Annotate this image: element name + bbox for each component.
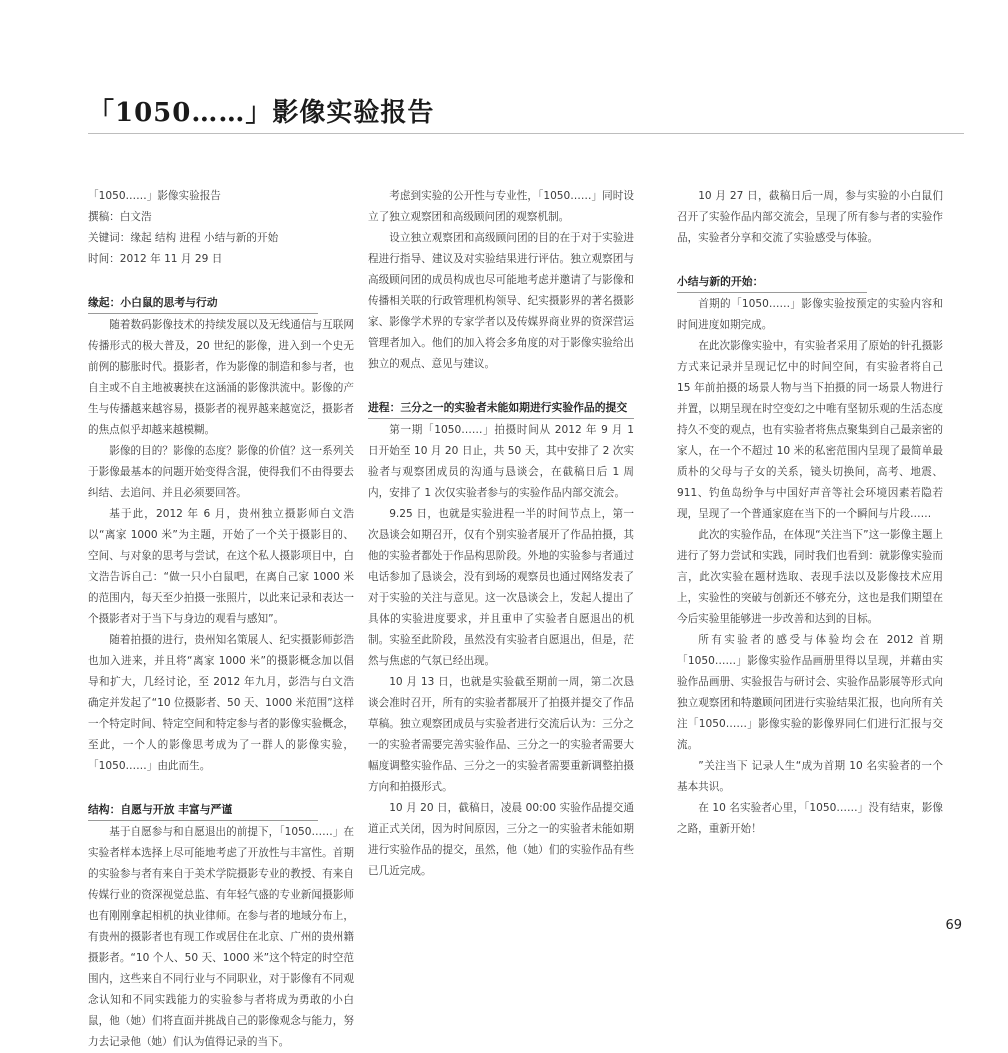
paragraph: 在此次影像实验中，有实验者采用了原始的针孔摄影方式来记录并呈现记忆中的时间空间，有实验者将自己 15 年前拍摄的场景人物与当下拍摄的同一场景人物进行并置，以期呈现在时空变幻之中唯有坚韧乐观的生活态度持久不变的观点，也有实验者将焦点聚集到自己最亲密的家人，在一个不超过 10 米的私密范围内呈现了最简单最质朴的父母与子女的关系，镜头切换间，高考、地震、911、钓鱼岛纷争与中国好声音等社会环境因素若隐若现，呈现了一个普通家庭在当下的一个瞬间与片段……	[677, 340, 943, 520]
meta-keywords: 关键词：缘起 结构 进程 小结与新的开始	[88, 232, 279, 244]
meta-author: 撰稿：白文浩	[88, 211, 152, 223]
paragraph: ”关注当下 记录人生“成为首期 10 名实验者的一个基本共识。	[677, 760, 943, 793]
column-2	[368, 186, 634, 882]
section-heading-summary: 小结与新的开始：	[677, 272, 867, 293]
paragraph: 基于自愿参与和自愿退出的前提下，「1050……」在实验者样本选择上尽可能地考虑了开放性与丰富性。首期的实验参与者有来自于美术学院摄影专业的教授、有来自传媒行业的资深视觉总监、有年轻气盛的专业新闻摄影师也有刚刚拿起相机的执业律师。在参与者的地域分布上，有贵州的摄影者也有现工作或居住在北京、广州的贵州籍摄影者。“10 个人、50 天、1000 米”这个特定的时空范围内，这些来自不同行业与不同职业，对于影像有不同观念认知和不同实践能力的实验参与者将成为勇敢的小白鼠，他（她）们将直面并挑战自己的影像观念与能力，努力去记录他（她）们认为值得记录的当下。	[88, 826, 354, 1048]
paragraph: 设立独立观察团和高级顾问团的目的在于对于实验进程进行指导、建议及对实验结果进行评估。独立观察团与高级顾问团的成员构成也尽可能地考虑并邀请了与影像和传播相关联的行政管理机构领导、纪实摄影界的著名摄影家、影像学术界的专家学者以及传媒界商业界的资深营运管理者加入。他们的加入将会多角度的对于影像实验给出独立的观点、意见与建议。	[368, 232, 634, 370]
paragraph: 此次的实验作品，在体现“关注当下”这一影像主题上进行了努力尝试和实践，同时我们也看到：就影像实验而言，此次实验在题材选取、表现手法以及影像技术应用上，实验性的突破与创新还不够充分，这也是我们期望在今后实验里能够进一步改善和达到的目标。	[677, 529, 943, 625]
column-1	[88, 186, 354, 1053]
spacer	[88, 777, 354, 791]
paragraph: 基于此，2012 年 6 月，贵州独立摄影师白文浩以“离家 1000 米”为主题，开始了一个关于摄影目的、空间、与对象的思考与尝试，在这个私人摄影项目中，白文浩告诉自己：“做一只小白鼠吧，在离自己家 1000 米的范围内，每天至少拍摄一张照片，以此来记录和表达一个摄影者对于当下与身边的观看与感知”。	[88, 508, 354, 625]
paragraph: 所有实验者的感受与体验均会在 2012 首期「1050……」影像实验作品画册里得以呈现，并藉由实验作品画册、实验报告与研讨会、实验作品影展等形式向独立观察团和特邀顾问团进行实验结果汇报，也向所有关注「1050……」影像实验的影像界同仁们进行汇报与交流。	[677, 634, 943, 751]
page-number: 69	[945, 918, 962, 933]
meta-title: 「1050……」影像实验报告	[88, 190, 221, 202]
section-heading-process: 进程：三分之一的实验者未能如期进行实验作品的提交	[368, 398, 634, 419]
meta-date: 时间：2012 年 11 月 29 日	[88, 253, 223, 265]
paragraph: 10 月 20 日，截稿日，凌晨 00:00 实验作品提交通道正式关闭，因为时间原因，三分之一的实验者未能如期进行实验作品的提交，虽然，他（她）们的实验作品有些已几近完成。	[368, 802, 634, 877]
paragraph: 随着数码影像技术的持续发展以及无线通信与互联网传播形式的极大普及，20 世纪的影像，进入到一个史无前例的膨胀时代。摄影者，作为影像的制造和参与者，也自主或不自主地被裹挟在这涵涌的影像洪流中。影像的产生与传播越来越容易，摄影者的视界越来越宽泛，摄影者的焦点似乎却越来越模糊。	[88, 319, 354, 436]
section-heading-origin: 缘起：小白鼠的思考与行动	[88, 293, 318, 314]
paragraph: 随着拍摄的进行，贵州知名策展人、纪实摄影师彭浩也加入进来，并且将“离家 1000 米”的摄影概念加以倡导和扩大，几经讨论，至 2012 年九月，彭浩与白文浩确定并发起了“10 位摄影者、50 天、1000 米范围”这样一个特定时间、特定空间和特定参与者的影像实验概念，至此，一个人的影像思考成为了一群人的影像实验，「1050……」由此而生。	[88, 634, 354, 772]
paragraph: 影像的目的？影像的态度？影像的价值？这一系列关于影像最基本的问题开始变得含混，使得我们不由得要去纠结、去追问、并且必须要回答。	[88, 445, 354, 499]
spacer	[88, 270, 354, 284]
article-meta	[88, 186, 354, 270]
title-divider	[88, 133, 964, 134]
spacer	[677, 249, 943, 263]
column-3	[677, 186, 943, 840]
page-title: 「1050……」影像实验报告	[88, 98, 435, 128]
paragraph: 10 月 27 日，截稿日后一周，参与实验的小白鼠们召开了实验作品内部交流会，呈现了所有参与者的实验作品，实验者分享和交流了实验感受与体验。	[677, 190, 943, 244]
paragraph: 10 月 13 日，也就是实验截至期前一周，第二次恳谈会准时召开，所有的实验者都展开了拍摄并提交了作品草稿。独立观察团成员与实验者进行交流后认为：三分之一的实验者需要完善实验作品、三分之一的实验者需要大幅度调整实验作品、三分之一的实验者需要重新调整拍摄方向和拍摄形式。	[368, 676, 634, 793]
section-heading-structure: 结构：自愿与开放 丰富与严谨	[88, 800, 318, 821]
paragraph: 第一期「1050……」拍摄时间从 2012 年 9 月 1 日开始至 10 月 20 日止，共 50 天，其中安排了 2 次实验者与观察团成员的沟通与恳谈会，在截稿日后 1 周内，安排了 1 次仅实验者参与的实验作品内部交流会。	[368, 424, 634, 499]
paragraph: 9.25 日，也就是实验进程一半的时间节点上，第一次恳谈会如期召开，仅有个别实验者展开了作品拍摄，其他的实验者都处于作品构思阶段。外地的实验参与者通过电话参加了恳谈会，没有到场的观察员也通过网络发表了对于实验的关注与意见。这一次恳谈会上，发起人提出了具体的实验进度要求，并且重申了实验者自愿退出的机制。实验至此阶段，虽然没有实验者自愿退出，但是，茫然与焦虑的气氛已经出现。	[368, 508, 634, 667]
spacer	[368, 375, 634, 389]
paragraph: 考虑到实验的公开性与专业性，「1050……」同时设立了独立观察团和高级顾问团的观察机制。	[368, 190, 634, 223]
paragraph: 首期的「1050……」影像实验按预定的实验内容和时间进度如期完成。	[677, 298, 943, 331]
paragraph: 在 10 名实验者心里，「1050……」没有结束，影像之路，重新开始！	[677, 802, 943, 835]
